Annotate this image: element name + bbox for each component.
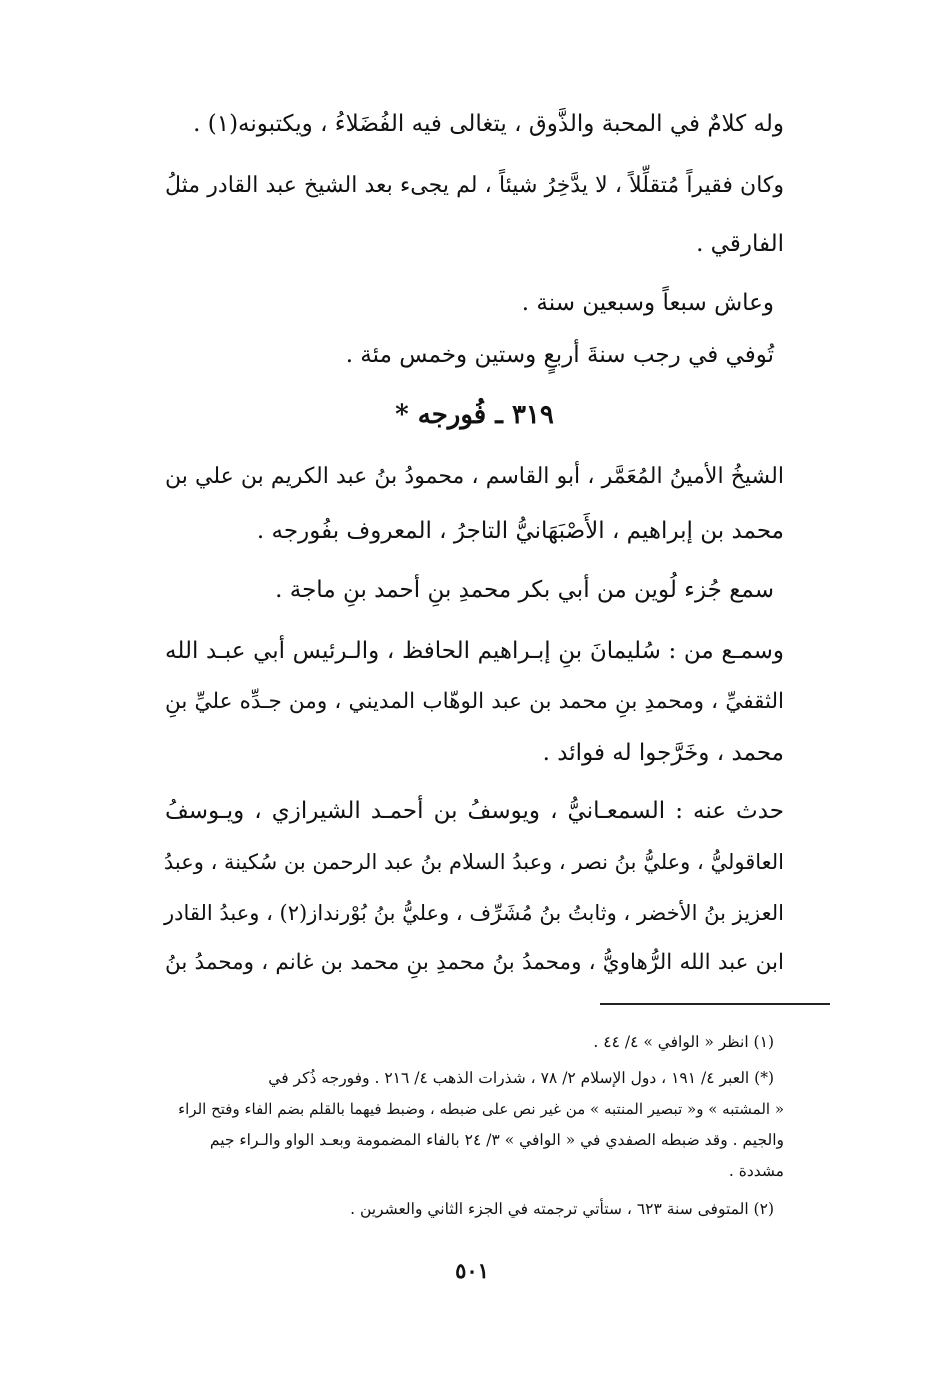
footnote-line: (*) العبر ٤/ ١٩١ ، دول الإسلام ٢/ ٧٨ ، شذرات الذهب ٤/ ٢١٦ . وفورجه ذُكر في: [268, 1069, 774, 1087]
entry-line: ابن عبد الله الرُّهاويُّ ، ومحمدُ بنُ محمدِ بنِ محمد بن غانم ، ومحمدُ بنُ: [165, 950, 784, 975]
entry-line: الشيخُ الأمينُ المُعَمَّر ، أبو القاسم ، محمودُ بنُ عبد الكريم بن علي بن: [165, 464, 784, 489]
footnote-line: « المشتبه » و« تبصير المنتبه » من غير نص على ضبطه ، وضبط فيهما بالقلم بضم الفاء وفتح الراء: [178, 1100, 784, 1118]
body-line: وكان فقيراً مُتقلِّلاً ، لا يدَّخِرُ شيئاً ، لم يجىء بعد الشيخ عبد القادر مثلُ: [165, 173, 784, 198]
body-line: الفارقي .: [696, 231, 784, 257]
footnote-line: والجيم . وقد ضبطه الصفدي في « الوافي » ٣/ ٢٤ بالفاء المضمومة وبعـد الواو والـراء جيم: [209, 1131, 784, 1149]
entry-heading: ٣١٩ ـ فُورجه *: [395, 400, 554, 430]
footnote-line: (٢) المتوفى سنة ٦٢٣ ، ستأتي ترجمته في الجزء الثاني والعشرين .: [350, 1200, 774, 1218]
body-line: وله كلامٌ في المحبة والذَّوق ، يتغالى فيه الفُضَلاءُ ، ويكتبونه(١) .: [193, 111, 784, 137]
footnote-line: مشددة .: [728, 1162, 784, 1180]
entry-line: العاقوليُّ ، وعليُّ بنُ نصر ، وعبدُ السلام بنُ عبد الرحمن بن سُكينة ، وعبدُ: [163, 850, 784, 874]
body-line: وعاش سبعاً وسبعين سنة .: [521, 290, 774, 316]
page-number: ٥٠١: [455, 1258, 489, 1283]
footnote-divider: [600, 1003, 830, 1005]
footnote-line: (١) انظر « الوافي » ٤/ ٤٤ .: [593, 1033, 774, 1051]
entry-line: العزيز بنُ الأخضر ، وثابتُ بنُ مُشَرِّف ، وعليُّ بنُ بُوْرنداز(٢) ، وعبدُ القادر: [163, 901, 784, 925]
body-line: تُوفي في رجب سنةَ أربعٍ وستين وخمس مئة .: [345, 342, 774, 368]
entry-line: سمع جُزء لُوين من أبي بكر محمدِ بنِ أحمد بنِ ماجة .: [275, 577, 774, 603]
entry-line: حدث عنه : السمعـانيُّ ، ويوسفُ بن أحمـد الشيرازي ، ويـوسفُ: [165, 798, 784, 824]
entry-line: وسمـع من : سُليمانَ بنِ إبـراهيم الحافظ ، والـرئيس أبي عبـد الله: [165, 638, 784, 664]
entry-line: الثقفيِّ ، ومحمدِ بنِ محمد بن عبد الوهّاب المديني ، ومن جـدِّه عليِّ بنِ: [165, 689, 784, 714]
entry-line: محمد بن إبراهيم ، الأَصْبَهَانيُّ التاجرُ ، المعروف بفُورجه .: [256, 518, 784, 544]
entry-line: محمد ، وخَرَّجوا له فوائد .: [542, 740, 784, 766]
